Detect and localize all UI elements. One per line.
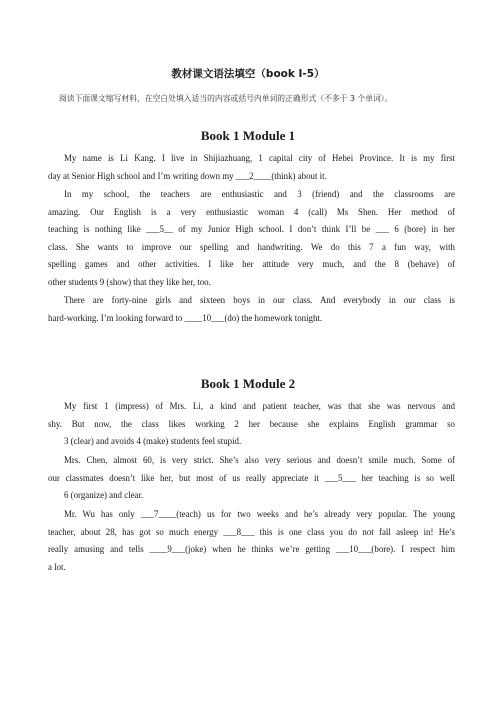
text-line: My first 1 (impress) of Mrs. Li, a kind and patient teacher, was that she was nervous and	[64, 401, 455, 411]
module-2-paragraph-1	[48, 398, 455, 451]
module-2-title: Book 1 Module 2	[200, 376, 296, 391]
text-line: teaching is nothing like ___5__ of my Junior High school. I don’t think I’ll be ___ 6 (bore) in her	[48, 224, 455, 235]
text-line: amazing. Our English is a very enthusiastic woman 4 (call) Ms Shen. Her method of	[48, 206, 455, 217]
text-line: class. She wants to improve our spelling and handwriting. We do this 7 a fun way, with	[48, 241, 455, 252]
text-line: day at Senior High school and I’m writing down my ___2____(think) about it.	[48, 170, 327, 181]
module-1-paragraph-1	[48, 150, 455, 185]
text-line: 3 (clear) and avoids 4 (make) students feel stupid.	[64, 436, 242, 447]
module-1-paragraph-3	[48, 292, 455, 327]
text-line: In my school, the teachers are enthusiastic and 3 (friend) and the classrooms are	[64, 189, 455, 199]
module-1-paragraph-2	[48, 186, 455, 292]
module-1-title: Book 1 Module 1	[200, 128, 296, 143]
text-line: teacher, about 28, has got so much energy ___8___ this is one class you do not fall asleep in! He’s	[48, 526, 455, 537]
text-line: 6 (organize) and clear.	[64, 490, 144, 501]
text-line: Mr. Wu has only ___7____(teach) us for two weeks and he’s already very popular. The young	[64, 509, 455, 519]
text-line: Mrs. Chen, almost 60, is very strict. She’s also very serious and doesn’t smile much. Some of	[64, 455, 455, 465]
text-line: There are forty-nine girls and sixteen boys in our class. And everybody in our class is	[64, 295, 455, 305]
document-title: 教材课文语法填空（book I-5）	[171, 68, 325, 80]
text-line: other students 9 (show) that they like her, too.	[48, 276, 211, 287]
module-2-paragraph-2	[48, 452, 455, 505]
text-line: shy. But now, the class likes working 2 her because she explains English grammar so	[48, 418, 455, 429]
text-line: our classmates doesn’t like her, but most of us really appreciate it ___5___ her teaching is so well	[48, 472, 455, 483]
text-line: hard-working. I’m looking forward to ____10___(do) the homework tonight.	[48, 312, 323, 323]
text-line: a lot.	[48, 561, 66, 572]
text-line: My name is Li Kang. I live in Shijiazhuang, 1 capital city of Hebei Province. It is my first	[64, 153, 455, 163]
text-line: spelling games and other activities. I like her attitude very much, and the 8 (behave) of	[48, 259, 455, 270]
text-line: really amusing and tells ____9___(joke) when he thinks we’re getting ___10___(bore). I respect him	[48, 544, 455, 555]
module-2-paragraph-3	[48, 506, 455, 576]
instructions-text: 阅读下面课文缩写材料，在空白处填入适当的内容或括号内单词的正确形式（不多于 3 个单词）。	[59, 94, 393, 103]
